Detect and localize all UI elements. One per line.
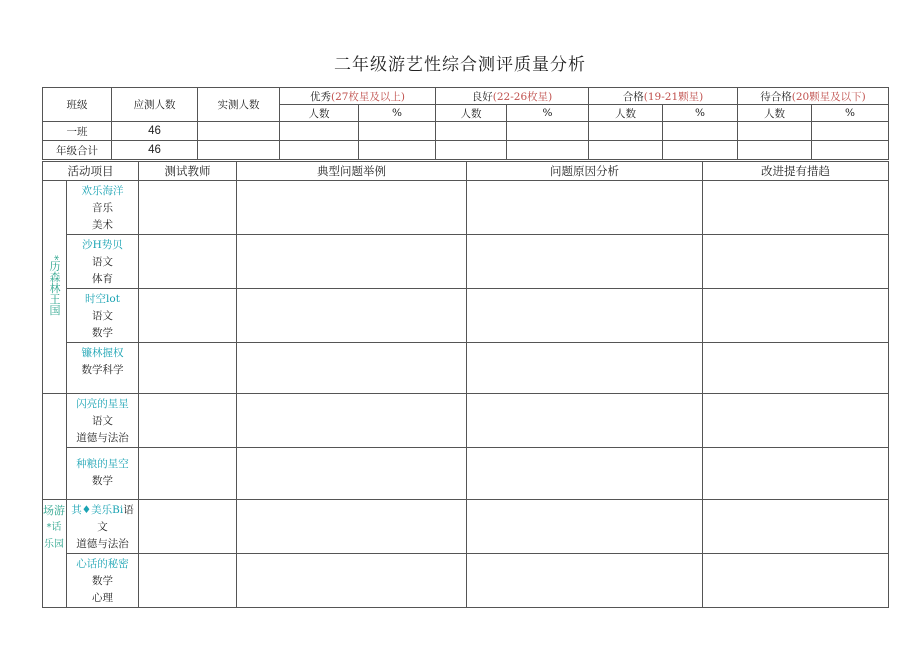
header-activity: 活动项目	[43, 162, 139, 181]
empty-cell[interactable]	[139, 289, 237, 343]
empty-cell[interactable]	[589, 122, 663, 141]
table-row	[43, 554, 889, 608]
sub-percent: %	[812, 105, 889, 122]
empty-cell[interactable]	[738, 141, 812, 160]
activity-subject: 数学	[92, 475, 113, 487]
empty-cell[interactable]	[467, 448, 703, 500]
page-title: 二年级游艺性综合测评质量分析	[334, 55, 586, 75]
activity-cell	[67, 289, 139, 343]
empty-cell[interactable]	[359, 141, 436, 160]
activity-cell	[67, 181, 139, 235]
activity-cell	[67, 394, 139, 448]
empty-cell[interactable]	[467, 554, 703, 608]
empty-cell[interactable]	[507, 122, 589, 141]
empty-cell[interactable]	[237, 394, 467, 448]
activity-subject: 语文	[92, 310, 113, 322]
activity-cell	[67, 235, 139, 289]
activity-subject: 数学科学	[81, 364, 124, 376]
empty-cell[interactable]	[467, 181, 703, 235]
empty-cell[interactable]	[663, 141, 738, 160]
empty-cell[interactable]	[703, 181, 889, 235]
empty-cell[interactable]	[139, 343, 237, 394]
activity-cell	[67, 500, 139, 554]
empty-cell[interactable]	[467, 235, 703, 289]
row-label: 年级合计	[43, 141, 112, 160]
activity-name: 沙H势贝	[82, 239, 123, 251]
grade-excellent: 优秀(27枚星及以上)	[280, 88, 436, 105]
header-class: 班级	[43, 88, 112, 122]
empty-cell[interactable]	[467, 289, 703, 343]
sub-percent: %	[663, 105, 738, 122]
empty-cell[interactable]	[703, 448, 889, 500]
row-expected: 46	[112, 122, 198, 141]
header-improvements: 改进提有措趋	[703, 162, 889, 181]
empty-cell[interactable]	[589, 141, 663, 160]
stats-table	[42, 87, 889, 160]
activity-name: 镰林握权	[81, 347, 124, 359]
sub-count: 人数	[436, 105, 507, 122]
row-label: 一班	[43, 122, 112, 141]
activity-name: 种粮的星空	[76, 458, 129, 470]
empty-cell[interactable]	[139, 554, 237, 608]
empty-cell[interactable]	[703, 500, 889, 554]
empty-cell[interactable]	[280, 122, 359, 141]
activity-subject: 道德与法治	[76, 538, 129, 550]
header-actual: 实测人数	[198, 88, 280, 122]
table-row	[43, 394, 889, 448]
activity-name: 时空lot	[85, 293, 120, 305]
empty-cell[interactable]	[139, 235, 237, 289]
grade-fail: 待合格(20颗星及以下)	[738, 88, 889, 105]
empty-cell[interactable]	[237, 500, 467, 554]
table-row	[43, 141, 889, 160]
sub-count: 人数	[280, 105, 359, 122]
table-row	[43, 122, 889, 141]
table-row	[43, 448, 889, 500]
empty-cell[interactable]	[703, 343, 889, 394]
activity-name: 心话的秘密	[76, 558, 129, 570]
empty-cell[interactable]	[280, 141, 359, 160]
activity-cell	[67, 554, 139, 608]
empty-cell[interactable]	[139, 181, 237, 235]
activity-subject: 语文	[92, 256, 113, 268]
table-row	[43, 289, 889, 343]
empty-cell[interactable]	[139, 500, 237, 554]
activity-subject: 体育	[92, 273, 113, 285]
group-label-paradise: 场游 *话乐园	[43, 500, 67, 608]
activity-name: 欢乐海洋	[81, 185, 124, 197]
activity-cell	[67, 448, 139, 500]
empty-cell[interactable]	[436, 122, 507, 141]
empty-cell[interactable]	[237, 289, 467, 343]
table-row	[43, 181, 889, 235]
header-expected: 应测人数	[112, 88, 198, 122]
table-row	[43, 500, 889, 554]
header-teacher: 测试教师	[139, 162, 237, 181]
sub-percent: %	[507, 105, 589, 122]
table-row	[43, 235, 889, 289]
empty-cell[interactable]	[359, 122, 436, 141]
empty-cell[interactable]	[703, 394, 889, 448]
activity-subject: 文	[97, 521, 108, 533]
header-problems: 典型问题举例	[237, 162, 467, 181]
sub-count: 人数	[738, 105, 812, 122]
activity-subject: 语文	[92, 415, 113, 427]
empty-cell[interactable]	[237, 343, 467, 394]
empty-cell[interactable]	[436, 141, 507, 160]
empty-cell[interactable]	[703, 289, 889, 343]
group-label-empty	[43, 394, 67, 500]
activity-cell	[67, 343, 139, 394]
empty-cell[interactable]	[738, 122, 812, 141]
empty-cell[interactable]	[467, 343, 703, 394]
grade-pass: 合格(19-21颗星)	[589, 88, 738, 105]
analysis-table	[42, 161, 889, 608]
empty-cell[interactable]	[139, 394, 237, 448]
empty-cell[interactable]	[812, 122, 889, 141]
activity-subject: 数学	[92, 327, 113, 339]
grade-good: 良好(22-26枚星)	[436, 88, 589, 105]
row-expected: 46	[112, 141, 198, 160]
empty-cell[interactable]	[198, 122, 280, 141]
activity-subject: 道德与法治	[76, 432, 129, 444]
empty-cell[interactable]	[198, 141, 280, 160]
sub-count: 人数	[589, 105, 663, 122]
empty-cell[interactable]	[703, 554, 889, 608]
empty-cell[interactable]	[237, 235, 467, 289]
empty-cell[interactable]	[139, 448, 237, 500]
empty-cell[interactable]	[467, 394, 703, 448]
empty-cell[interactable]	[467, 500, 703, 554]
empty-cell[interactable]	[237, 181, 467, 235]
sub-percent: %	[359, 105, 436, 122]
empty-cell[interactable]	[237, 554, 467, 608]
empty-cell[interactable]	[237, 448, 467, 500]
activity-name: 其♦美乐Bi语	[71, 504, 134, 516]
activity-subject: 音乐	[92, 202, 113, 214]
activity-name: 闪亮的星星	[76, 398, 129, 410]
activity-subject: 心理	[92, 592, 113, 604]
empty-cell[interactable]	[703, 235, 889, 289]
activity-subject: 数学	[92, 575, 113, 587]
empty-cell[interactable]	[663, 122, 738, 141]
table-row	[43, 343, 889, 394]
group-label-forest: *历森林王国	[43, 181, 67, 394]
activity-subject: 美术	[92, 219, 113, 231]
empty-cell[interactable]	[507, 141, 589, 160]
header-causes: 问题原因分析	[467, 162, 703, 181]
empty-cell[interactable]	[812, 141, 889, 160]
